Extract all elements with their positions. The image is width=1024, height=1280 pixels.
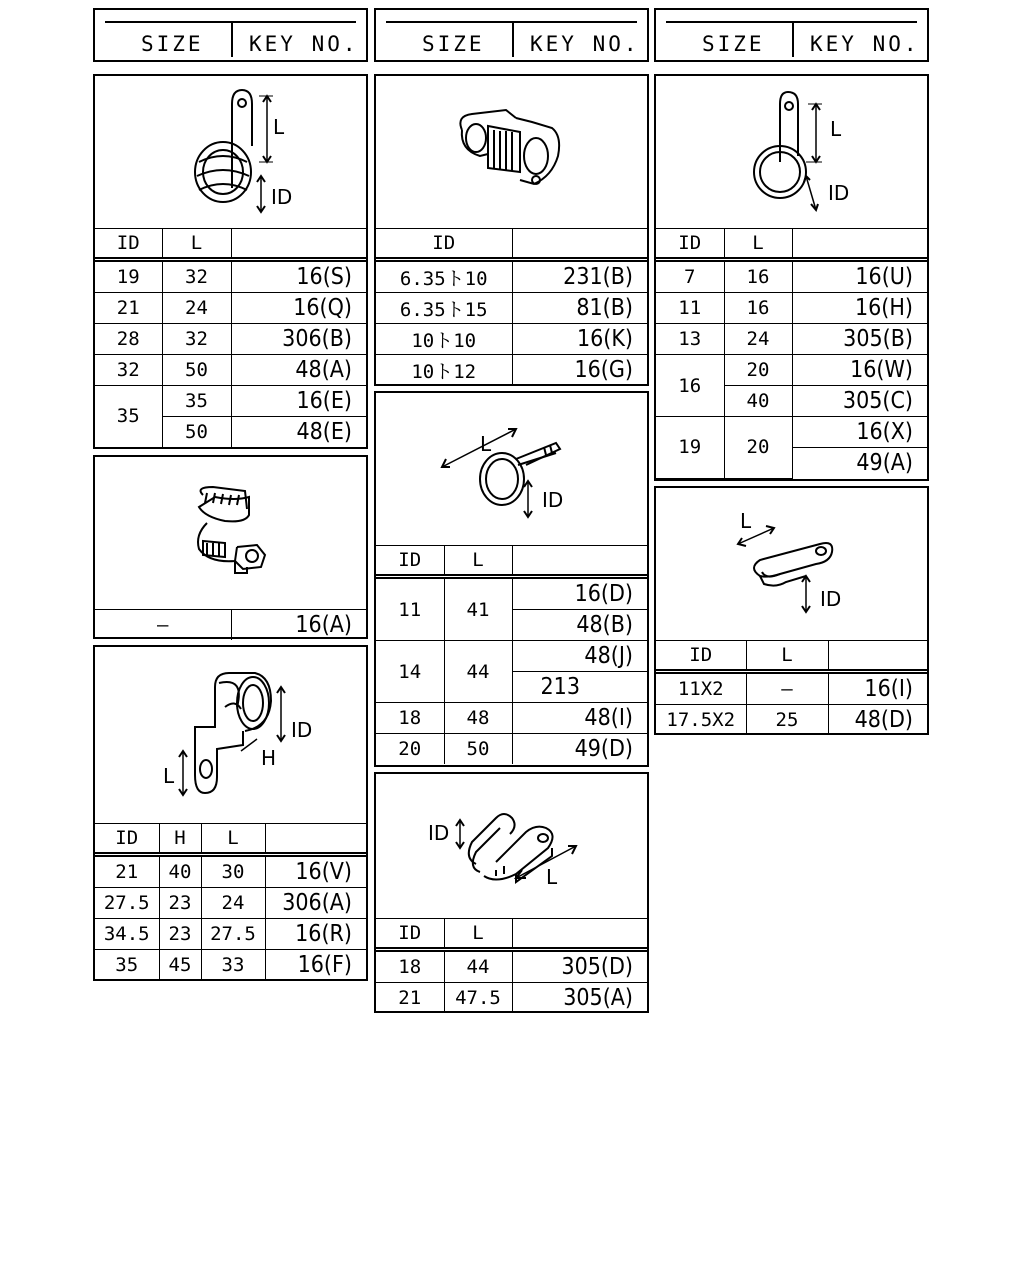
loop-clamp-table xyxy=(656,228,927,479)
cell-id: 10ト10 xyxy=(376,324,512,355)
table-row xyxy=(656,324,927,355)
cell-id: 28 xyxy=(95,324,162,355)
flat-clamp-figure xyxy=(656,488,927,640)
cell-id: 6.35ト15 xyxy=(376,293,512,324)
col-header-l: L xyxy=(444,919,512,950)
table-row xyxy=(376,577,647,610)
col-header-key xyxy=(512,229,647,260)
cell-id: 14 xyxy=(376,641,444,703)
col-header-key xyxy=(265,824,366,855)
cell-id: 11 xyxy=(656,293,724,324)
cell-l: 25 xyxy=(746,705,828,736)
table-header-row xyxy=(95,229,366,260)
cell-l: 48 xyxy=(444,703,512,734)
table-row xyxy=(656,355,927,386)
cell-key: 213 xyxy=(512,672,647,703)
table-header-row xyxy=(95,824,366,855)
dim-label-l: L xyxy=(273,115,285,139)
double-loop-drawing xyxy=(376,774,647,918)
dim-label-l: L xyxy=(163,764,175,788)
size-header: SIZE xyxy=(141,32,204,56)
table-row xyxy=(95,855,366,888)
table-row xyxy=(376,641,647,672)
col-header-key xyxy=(512,919,647,950)
dim-label-l: L xyxy=(480,432,492,456)
cell-id: 11X2 xyxy=(656,672,746,705)
cell-key: 16(S) xyxy=(231,260,366,293)
table-header-row xyxy=(376,546,647,577)
cell-size: — xyxy=(95,610,231,641)
cell-id: 34.5 xyxy=(95,919,159,950)
cell-id: 19 xyxy=(95,260,162,293)
dim-label-l: L xyxy=(830,117,842,141)
loop-clamp-drawing xyxy=(656,76,927,228)
cell-key: 16(U) xyxy=(792,260,927,293)
cell-key: 306(B) xyxy=(231,324,366,355)
band-clamp-figure xyxy=(376,393,647,545)
panel-plastic-clip xyxy=(93,455,368,639)
cell-l: 33 xyxy=(201,950,265,981)
panel-loop-clamp xyxy=(654,74,929,481)
col-header-l: L xyxy=(444,546,512,577)
cell-l: 20 xyxy=(724,417,792,479)
col-header-l: L xyxy=(162,229,231,260)
cell-key: 16(H) xyxy=(792,293,927,324)
cell-h: 45 xyxy=(159,950,201,981)
band-clamp-table xyxy=(376,545,647,764)
cell-l: 35 xyxy=(162,386,231,417)
dim-label-h: H xyxy=(261,746,277,770)
cell-l: 32 xyxy=(162,260,231,293)
table-row xyxy=(376,983,647,1014)
table-row xyxy=(656,417,927,448)
cell-id: 20 xyxy=(376,734,444,765)
col-header-key xyxy=(828,641,927,672)
dim-label-id: ID xyxy=(271,185,293,209)
dim-label-id: ID xyxy=(828,181,850,205)
plastic-clip-table xyxy=(95,609,366,640)
cell-key: 48(E) xyxy=(231,417,366,448)
cell-key: 48(A) xyxy=(231,355,366,386)
cell-l: 32 xyxy=(162,324,231,355)
size-header: SIZE xyxy=(702,32,765,56)
loop-clamp-figure xyxy=(656,76,927,228)
cell-l: 20 xyxy=(724,355,792,386)
cell-key: 305(D) xyxy=(512,950,647,983)
cell-id: 27.5 xyxy=(95,888,159,919)
header-col-1 xyxy=(93,8,368,62)
cell-id: 21 xyxy=(376,983,444,1014)
cell-id: 6.35ト10 xyxy=(376,260,512,293)
col-header-key xyxy=(512,546,647,577)
cell-key: 305(C) xyxy=(792,386,927,417)
key-no-header: KEY NO. xyxy=(249,32,359,56)
table-row xyxy=(656,672,927,705)
table-row xyxy=(95,355,366,386)
cell-key: 48(J) xyxy=(512,641,647,672)
col-header-l: L xyxy=(724,229,792,260)
cell-l: 30 xyxy=(201,855,265,888)
cell-id: 21 xyxy=(95,855,159,888)
cell-key: 16(R) xyxy=(265,919,366,950)
cell-l: 16 xyxy=(724,260,792,293)
cell-key: 49(A) xyxy=(792,448,927,479)
cell-key: 49(D) xyxy=(512,734,647,765)
col-header-id: ID xyxy=(656,641,746,672)
size-header: SIZE xyxy=(422,32,485,56)
table-row xyxy=(376,293,647,324)
dim-label-l: L xyxy=(546,865,558,889)
panel-double-clip xyxy=(374,74,649,386)
cell-l: — xyxy=(746,672,828,705)
panel-double-loop-clamp xyxy=(374,772,649,1013)
col-header-id: ID xyxy=(95,824,159,855)
cell-key: 231(B) xyxy=(512,260,647,293)
col-header-id: ID xyxy=(376,919,444,950)
panel-offset-bracket xyxy=(93,645,368,981)
key-no-header: KEY NO. xyxy=(530,32,640,56)
table-row xyxy=(95,260,366,293)
cell-key: 48(I) xyxy=(512,703,647,734)
cell-key: 16(V) xyxy=(265,855,366,888)
table-row xyxy=(95,919,366,950)
col-header-id: ID xyxy=(376,229,512,260)
cell-key: 305(B) xyxy=(792,324,927,355)
coil-clamp-figure xyxy=(95,76,366,228)
table-row xyxy=(376,324,647,355)
table-row xyxy=(376,260,647,293)
coil-clamp-table xyxy=(95,228,366,448)
key-no-header: KEY NO. xyxy=(810,32,920,56)
cell-id: 18 xyxy=(376,950,444,983)
cell-l: 44 xyxy=(444,950,512,983)
cell-key: 16(G) xyxy=(512,355,647,386)
cell-key: 16(Q) xyxy=(231,293,366,324)
cell-l: 16 xyxy=(724,293,792,324)
table-row xyxy=(376,355,647,386)
cell-l: 24 xyxy=(201,888,265,919)
cell-key: 16(F) xyxy=(265,950,366,981)
cell-key: 16(W) xyxy=(792,355,927,386)
table-row xyxy=(656,260,927,293)
cell-key: 16(D) xyxy=(512,577,647,610)
cell-key: 16(I) xyxy=(828,672,927,705)
col-header-id: ID xyxy=(95,229,162,260)
plastic-clip-drawing xyxy=(95,457,366,609)
cell-l: 24 xyxy=(162,293,231,324)
cell-key: 305(A) xyxy=(512,983,647,1014)
offset-bracket-table xyxy=(95,823,366,980)
cell-l: 40 xyxy=(724,386,792,417)
double-clip-table xyxy=(376,228,647,385)
cell-l: 27.5 xyxy=(201,919,265,950)
cell-id: 10ト12 xyxy=(376,355,512,386)
offset-bracket-figure xyxy=(95,647,366,823)
cell-l: 44 xyxy=(444,641,512,703)
cell-id: 18 xyxy=(376,703,444,734)
table-row xyxy=(376,703,647,734)
cell-id: 35 xyxy=(95,386,162,448)
table-row xyxy=(95,324,366,355)
cell-h: 23 xyxy=(159,919,201,950)
table-header-row xyxy=(376,229,647,260)
table-row xyxy=(95,950,366,981)
dim-label-id: ID xyxy=(820,587,842,611)
double-clip-drawing xyxy=(376,76,647,228)
table-row xyxy=(656,293,927,324)
plastic-clip-figure xyxy=(95,457,366,609)
cell-key: 81(B) xyxy=(512,293,647,324)
double-loop-figure xyxy=(376,774,647,918)
cell-key: 16(K) xyxy=(512,324,647,355)
panel-coil-clamp xyxy=(93,74,368,449)
cell-id: 7 xyxy=(656,260,724,293)
table-header-row xyxy=(656,641,927,672)
dim-label-id: ID xyxy=(428,821,450,845)
col-header-l: L xyxy=(201,824,265,855)
coil-clamp-drawing xyxy=(95,76,366,228)
cell-l: 50 xyxy=(162,417,231,448)
col-header-h: H xyxy=(159,824,201,855)
col-header-key xyxy=(792,229,927,260)
cell-l: 50 xyxy=(444,734,512,765)
cell-key: 306(A) xyxy=(265,888,366,919)
cell-l: 47.5 xyxy=(444,983,512,1014)
cell-l: 50 xyxy=(162,355,231,386)
cell-id: 17.5X2 xyxy=(656,705,746,736)
table-row xyxy=(376,734,647,765)
table-header-row xyxy=(656,229,927,260)
cell-id: 21 xyxy=(95,293,162,324)
dim-label-id: ID xyxy=(291,718,313,742)
col-header-id: ID xyxy=(656,229,724,260)
dim-label-id: ID xyxy=(542,488,564,512)
cell-l: 41 xyxy=(444,577,512,641)
cell-id: 16 xyxy=(656,355,724,417)
cell-id: 13 xyxy=(656,324,724,355)
header-col-3 xyxy=(654,8,929,62)
table-row xyxy=(95,610,366,641)
cell-key: 16(E) xyxy=(231,386,366,417)
cell-key: 16(X) xyxy=(792,417,927,448)
table-row xyxy=(656,705,927,736)
cell-id: 11 xyxy=(376,577,444,641)
cell-id: 19 xyxy=(656,417,724,479)
cell-h: 23 xyxy=(159,888,201,919)
band-clamp-drawing xyxy=(376,393,647,545)
cell-id: 32 xyxy=(95,355,162,386)
cell-key: 48(D) xyxy=(828,705,927,736)
panel-band-clamp xyxy=(374,391,649,767)
double-loop-table xyxy=(376,918,647,1013)
table-row xyxy=(95,386,366,417)
double-clip-figure xyxy=(376,76,647,228)
cell-id: 35 xyxy=(95,950,159,981)
col-header-key xyxy=(231,229,366,260)
flat-clamp-table xyxy=(656,640,927,735)
cell-key: 16(A) xyxy=(231,610,366,641)
table-row xyxy=(95,293,366,324)
table-row xyxy=(95,888,366,919)
col-header-l: L xyxy=(746,641,828,672)
offset-bracket-drawing xyxy=(95,647,366,823)
panel-flat-clamp xyxy=(654,486,929,735)
table-row xyxy=(376,950,647,983)
cell-h: 40 xyxy=(159,855,201,888)
cell-key: 48(B) xyxy=(512,610,647,641)
header-col-2 xyxy=(374,8,649,62)
col-header-id: ID xyxy=(376,546,444,577)
flat-clamp-drawing xyxy=(656,488,927,640)
dim-label-l: L xyxy=(740,509,752,533)
cell-l: 24 xyxy=(724,324,792,355)
table-header-row xyxy=(376,919,647,950)
